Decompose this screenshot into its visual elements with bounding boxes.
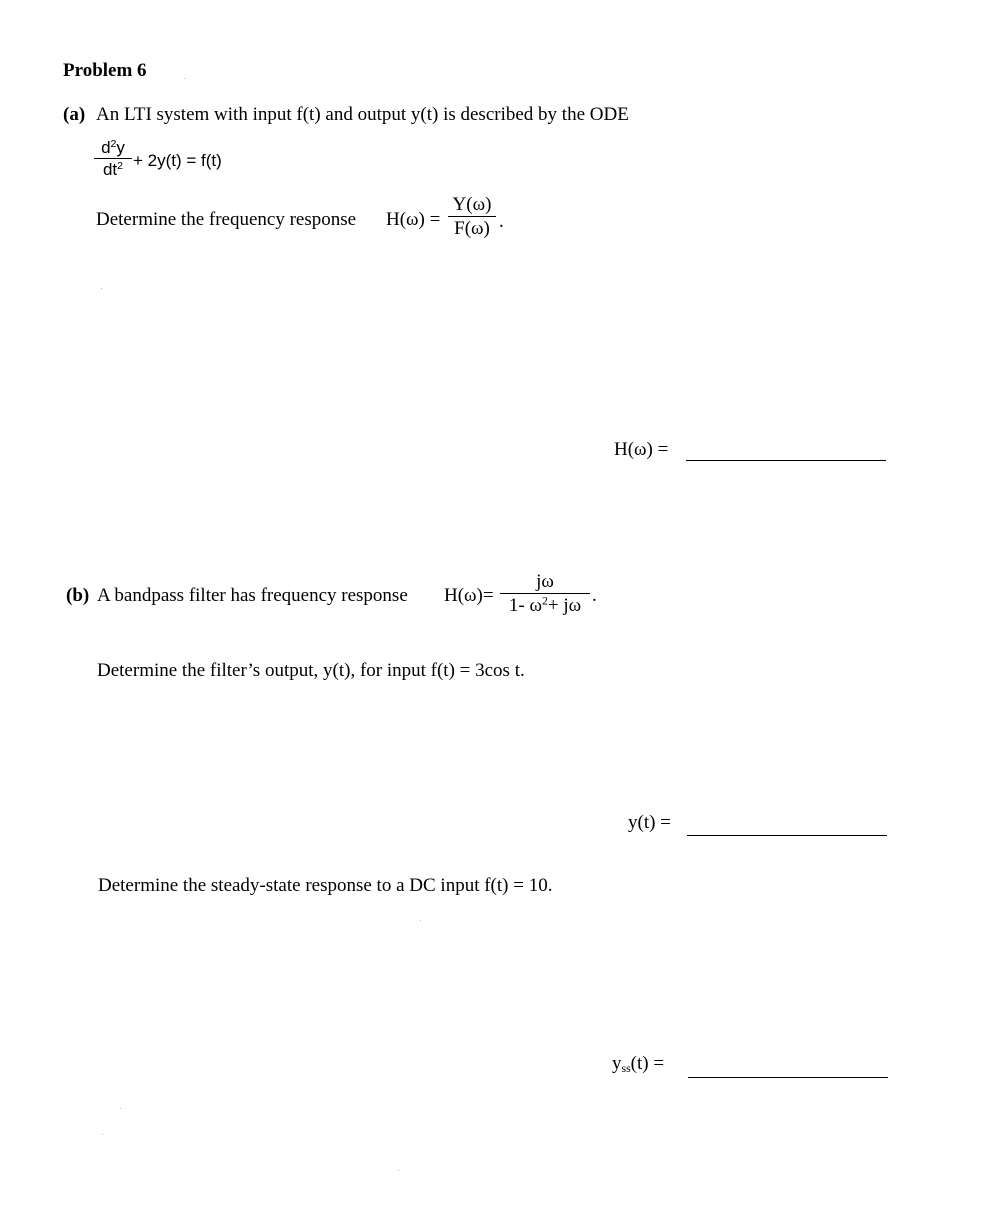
answer-y-blank[interactable] [687,835,887,836]
part-a-h-fraction [448,195,496,239]
problem-title: Problem 6 [63,60,147,81]
scan-speck [120,1108,121,1109]
part-b-h-denominator: 1- $\omega^2+ j\omega$ [508,594,582,616]
part-b-intro: A bandpass filter has frequency response [97,585,408,606]
scan-speck [102,1134,103,1135]
ode-numerator: $d^2y$ [94,139,132,159]
scan-speck [184,78,185,79]
part-b-label: (b) [66,585,90,606]
answer-h-blank[interactable] [686,460,886,461]
answer-y-label: y(t) = [628,812,671,833]
part-a-h-denominator: F(ω) [454,217,490,239]
scan-speck [101,288,102,289]
part-a-intro: An LTI system with input f(t) and output y(t) is described by the ODE [96,104,629,125]
part-b-h-lhs: H(ω)= [444,585,494,606]
part-b-question-dc: Determine the steady-state response to a DC input f(t) = 10. [98,875,553,896]
part-b-h-fraction [500,572,590,616]
part-a-h-numerator: Y(ω) [448,195,496,217]
part-a-question: Determine the frequency response [96,209,357,230]
part-b-question-output: Determine the filter’s output, y(t), for input f(t) = 3cos t. [97,660,525,681]
part-b-h-numerator: jω [500,572,590,594]
ode-rhs: + 2y(t) = f(t) [133,151,222,170]
ode-derivative-fraction [94,139,132,179]
scan-speck [398,1170,399,1171]
answer-yss-label: $y_{ss}(t)$ = [612,1053,665,1075]
part-a-label: (a) [63,104,86,125]
scan-speck [420,920,421,921]
part-a-h-lhs: H(ω) = [386,209,441,230]
part-a-period: . [499,211,504,232]
ode-denominator: $dt^2$ [102,159,124,179]
answer-yss-blank[interactable] [688,1077,888,1078]
part-b-period: . [592,585,597,606]
answer-h-label: H(ω) = [614,439,669,460]
